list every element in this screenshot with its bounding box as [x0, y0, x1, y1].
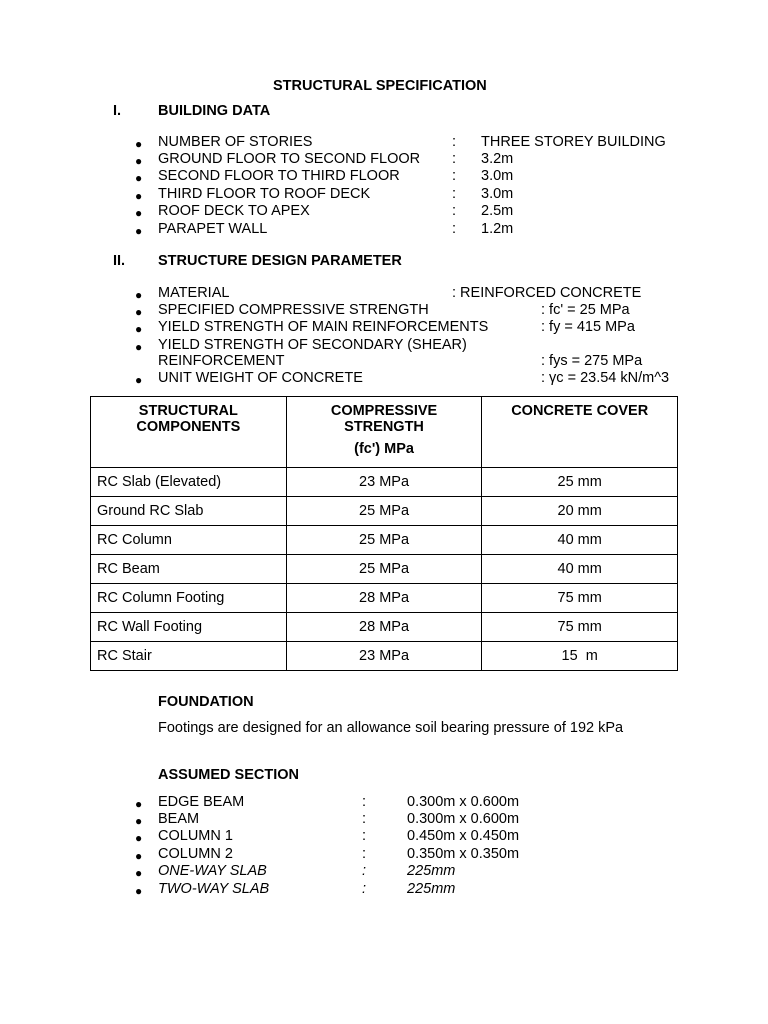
item-label: COLUMN 1 [158, 828, 233, 844]
cell-component: RC Wall Footing [91, 613, 287, 642]
bullet-icon: ● [135, 224, 143, 238]
header-line: (fc') MPa [354, 441, 414, 457]
bullet-icon: ● [135, 340, 143, 354]
item-value: 0.450m x 0.450m [407, 828, 520, 844]
item-label: ROOF DECK TO APEX [158, 203, 310, 219]
item-value: 3.0m [481, 186, 514, 202]
assumed-section-heading: ASSUMED SECTION [158, 767, 299, 783]
item-value: : fys = 275 MPa [541, 353, 643, 369]
header-line: COMPRESSIVE [330, 403, 438, 419]
item-label: ONE-WAY SLAB [158, 863, 267, 879]
header-line: STRENGTH [344, 419, 424, 435]
bullet-icon: ● [135, 849, 143, 863]
bullet-icon: ● [135, 171, 143, 185]
cell-component: RC Column [91, 526, 287, 555]
bullet-icon: ● [135, 866, 143, 880]
bullet-icon: ● [135, 288, 143, 302]
concrete-spec-table [90, 396, 678, 671]
cell-cover: 20 mm [482, 497, 678, 526]
item-label: NUMBER OF STORIES [158, 134, 313, 150]
item-label: YIELD STRENGTH OF SECONDARY (SHEAR) [158, 337, 467, 353]
header-compressive-strength [286, 397, 482, 468]
item-value: 3.0m [481, 168, 514, 184]
cell-component: RC Slab (Elevated) [91, 468, 287, 497]
cell-strength: 25 MPa [286, 497, 482, 526]
item-separator: : [362, 846, 367, 862]
item-separator: : [452, 203, 457, 219]
item-label: YIELD STRENGTH OF MAIN REINFORCEMENTS [158, 319, 489, 335]
table-row [91, 584, 678, 613]
item-value: : fc' = 25 MPa [541, 302, 630, 318]
bullet-icon: ● [135, 814, 143, 828]
item-value: 0.300m x 0.600m [407, 794, 520, 810]
section-2-heading: STRUCTURE DESIGN PARAMETER [158, 253, 402, 269]
item-label: TWO-WAY SLAB [158, 881, 270, 897]
header-line: CONCRETE COVER [511, 403, 649, 419]
item-label: COLUMN 2 [158, 846, 233, 862]
item-value: 1.2m [481, 221, 514, 237]
cell-strength: 28 MPa [286, 613, 482, 642]
header-structural-components [91, 397, 287, 468]
section-2-number: II. [113, 253, 126, 269]
cell-strength: 23 MPa [286, 468, 482, 497]
item-label: MATERIAL [158, 285, 230, 301]
table-row [91, 526, 678, 555]
item-value: 225mm [407, 863, 456, 879]
table-row [91, 468, 678, 497]
bullet-icon: ● [135, 137, 143, 151]
table-row [91, 613, 678, 642]
table-row [91, 555, 678, 584]
item-separator: : [362, 881, 367, 897]
item-value: THREE STOREY BUILDING [481, 134, 666, 150]
cell-component: Ground RC Slab [91, 497, 287, 526]
item-value: 2.5m [481, 203, 514, 219]
item-separator: : [452, 186, 457, 202]
foundation-text: Footings are designed for an allowance soil bearing pressure of 192 kPa [158, 720, 624, 736]
item-separator: : [452, 134, 457, 150]
cell-cover: 40 mm [482, 555, 678, 584]
item-separator: : [452, 221, 457, 237]
item-label: SECOND FLOOR TO THIRD FLOOR [158, 168, 400, 184]
bullet-icon: ● [135, 189, 143, 203]
cell-strength: 25 MPa [286, 555, 482, 584]
bullet-icon: ● [135, 831, 143, 845]
item-label: PARAPET WALL [158, 221, 268, 237]
bullet-icon: ● [135, 206, 143, 220]
item-label: EDGE BEAM [158, 794, 245, 810]
cell-cover: 15 m [482, 642, 678, 671]
table-row [91, 497, 678, 526]
cell-component: RC Stair [91, 642, 287, 671]
item-value: 0.300m x 0.600m [407, 811, 520, 827]
table-header-row [91, 397, 678, 468]
header-concrete-cover [482, 397, 678, 468]
page-title: STRUCTURAL SPECIFICATION [273, 78, 487, 94]
item-separator: : [362, 828, 367, 844]
cell-component: RC Beam [91, 555, 287, 584]
item-separator: : [362, 794, 367, 810]
cell-strength: 25 MPa [286, 526, 482, 555]
cell-cover: 25 mm [482, 468, 678, 497]
item-value: 225mm [407, 881, 456, 897]
cell-cover: 75 mm [482, 613, 678, 642]
item-label: GROUND FLOOR TO SECOND FLOOR [158, 151, 421, 167]
header-line: COMPONENTS [136, 419, 241, 435]
bullet-icon: ● [135, 305, 143, 319]
bullet-icon: ● [135, 797, 143, 811]
item-separator: : [362, 863, 367, 879]
item-separator: : [452, 168, 457, 184]
bullet-icon: ● [135, 373, 143, 387]
cell-component: RC Column Footing [91, 584, 287, 613]
item-value: : fy = 415 MPa [541, 319, 635, 335]
item-label: SPECIFIED COMPRESSIVE STRENGTH [158, 302, 429, 318]
cell-strength: 23 MPa [286, 642, 482, 671]
section-1-heading: BUILDING DATA [158, 103, 271, 119]
item-value: 3.2m [481, 151, 514, 167]
section-1-number: I. [113, 103, 122, 119]
cell-strength: 28 MPa [286, 584, 482, 613]
item-separator: : [362, 811, 367, 827]
item-value: : γc = 23.54 kN/m^3 [541, 370, 670, 386]
bullet-icon: ● [135, 154, 143, 168]
item-label: THIRD FLOOR TO ROOF DECK [158, 186, 371, 202]
header-line: STRUCTURAL [138, 403, 238, 419]
item-value: : REINFORCED CONCRETE [452, 285, 642, 301]
cell-cover: 75 mm [482, 584, 678, 613]
item-label-continued: REINFORCEMENT [158, 353, 285, 369]
foundation-heading: FOUNDATION [158, 694, 254, 710]
bullet-icon: ● [135, 322, 143, 336]
item-label: BEAM [158, 811, 200, 827]
bullet-icon: ● [135, 884, 143, 898]
item-separator: : [452, 151, 457, 167]
item-label: UNIT WEIGHT OF CONCRETE [158, 370, 363, 386]
item-value: 0.350m x 0.350m [407, 846, 520, 862]
table-row [91, 642, 678, 671]
cell-cover: 40 mm [482, 526, 678, 555]
